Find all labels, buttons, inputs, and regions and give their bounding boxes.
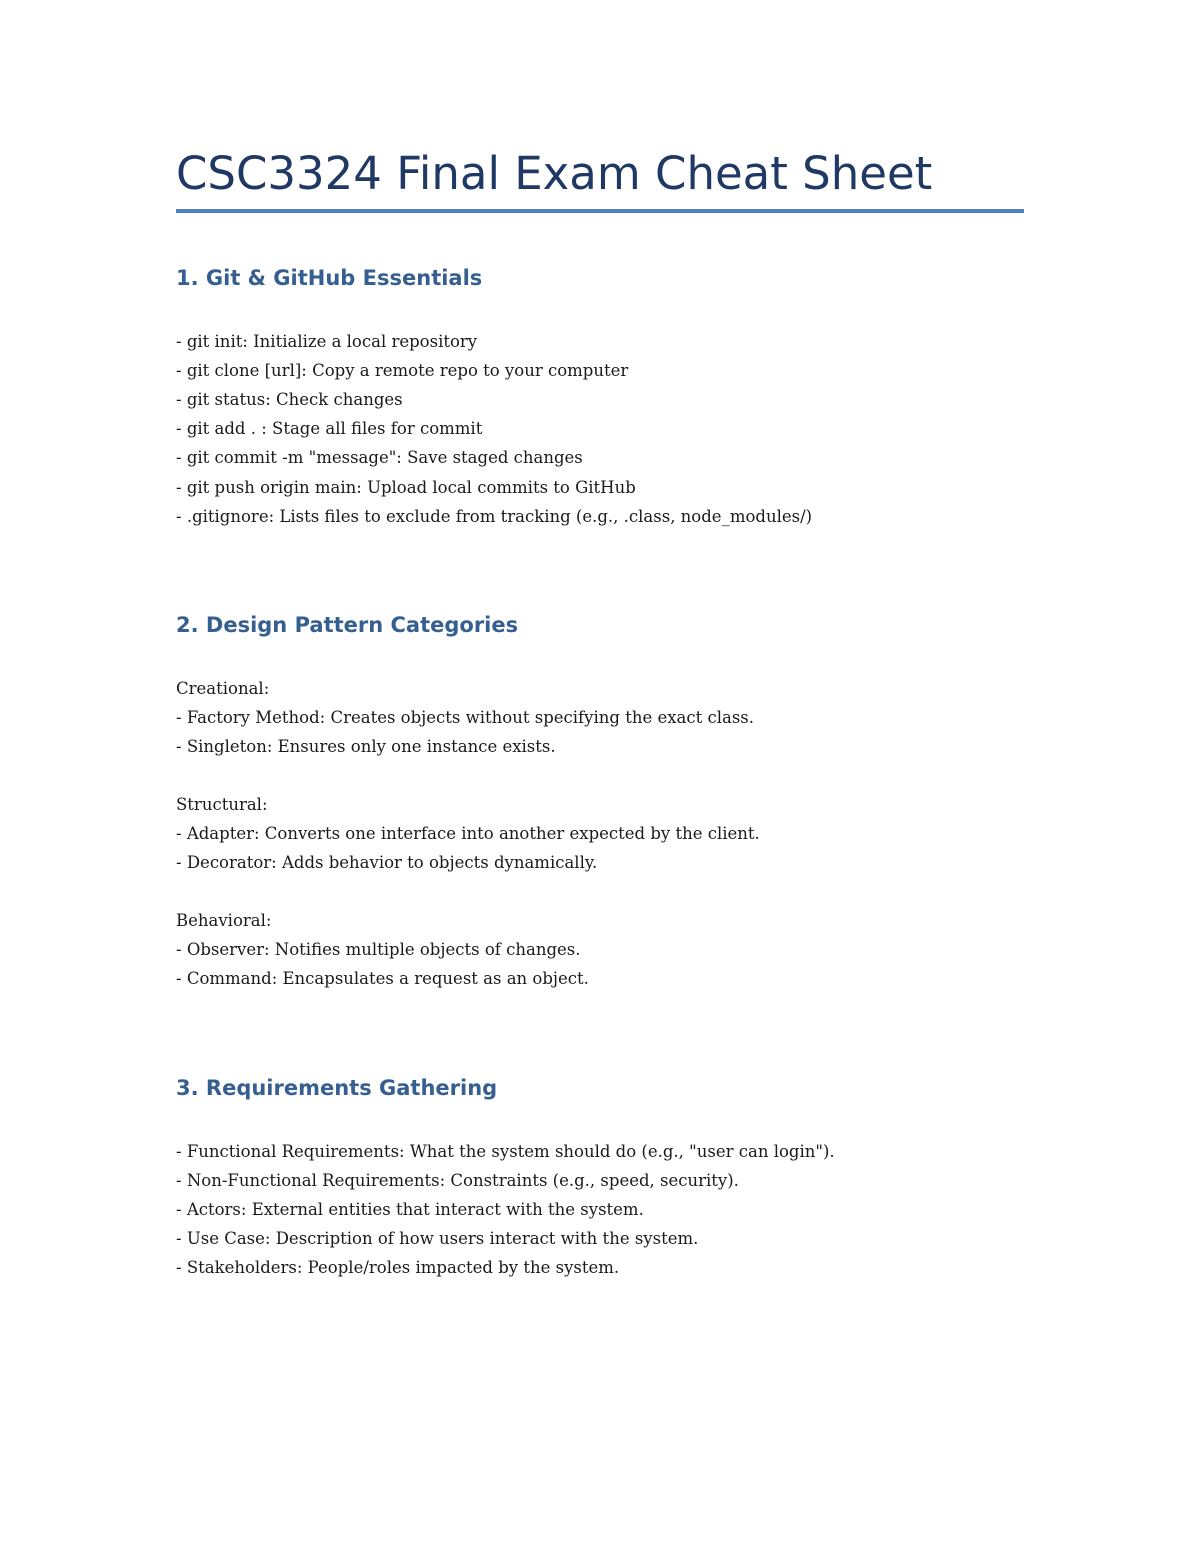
title-underline bbox=[176, 209, 1024, 213]
list-item: - Singleton: Ensures only one instance exists. bbox=[176, 737, 556, 756]
section-heading-requirements: 3. Requirements Gathering bbox=[176, 1076, 498, 1100]
list-item: - Adapter: Converts one interface into another expected by the client. bbox=[176, 824, 760, 843]
list-item: - git push origin main: Upload local commits to GitHub bbox=[176, 478, 636, 497]
list-item: - .gitignore: Lists files to exclude from tracking (e.g., .class, node_modules/) bbox=[176, 507, 813, 526]
list-item: - Decorator: Adds behavior to objects dynamically. bbox=[176, 853, 598, 872]
list-item: - Use Case: Description of how users interact with the system. bbox=[176, 1229, 699, 1248]
list-item: - Functional Requirements: What the system should do (e.g., "user can login"). bbox=[176, 1142, 835, 1161]
list-item: - git status: Check changes bbox=[176, 390, 403, 409]
list-item: - Factory Method: Creates objects without specifying the exact class. bbox=[176, 708, 755, 727]
group-label-creational: Creational: bbox=[176, 679, 270, 698]
section-heading-design-patterns: 2. Design Pattern Categories bbox=[176, 613, 519, 637]
section-heading-git: 1. Git & GitHub Essentials bbox=[176, 266, 483, 290]
group-label-structural: Structural: bbox=[176, 795, 268, 814]
document-title: CSC3324 Final Exam Cheat Sheet bbox=[176, 147, 933, 200]
list-item: - Non-Functional Requirements: Constraints (e.g., speed, security). bbox=[176, 1171, 739, 1190]
list-item: - Stakeholders: People/roles impacted by the system. bbox=[176, 1258, 620, 1277]
list-item: - git commit -m "message": Save staged changes bbox=[176, 448, 583, 467]
list-item: - git init: Initialize a local repository bbox=[176, 332, 478, 351]
list-item: - Command: Encapsulates a request as an object. bbox=[176, 969, 589, 988]
list-item: - git add . : Stage all files for commit bbox=[176, 419, 483, 438]
list-item: - Observer: Notifies multiple objects of changes. bbox=[176, 940, 581, 959]
list-item: - git clone [url]: Copy a remote repo to your computer bbox=[176, 361, 629, 380]
list-item: - Actors: External entities that interact with the system. bbox=[176, 1200, 644, 1219]
group-label-behavioral: Behavioral: bbox=[176, 911, 272, 930]
